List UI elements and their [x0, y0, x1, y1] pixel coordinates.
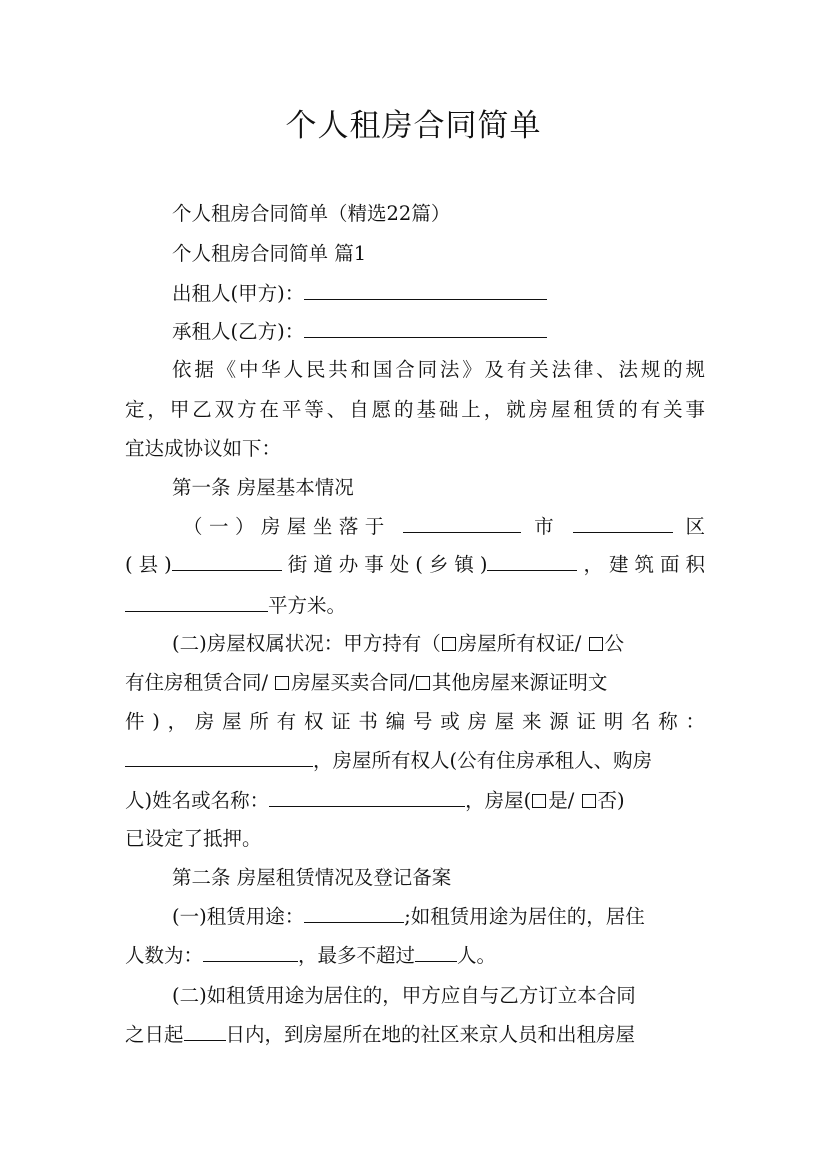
use-line	[125, 901, 705, 929]
landlord-label: 出租人(甲方)：	[172, 282, 305, 305]
other-checkbox[interactable]	[416, 676, 430, 690]
owner-name-blank[interactable]	[269, 789, 465, 807]
occupants-line	[125, 940, 705, 968]
lease-checkbox[interactable]	[589, 637, 603, 651]
registration-line-1: (二)如租赁用途为居住的，甲方应自与乙方订立本合同	[172, 984, 636, 1007]
mortgage-yes-checkbox[interactable]	[532, 794, 546, 808]
district-label: 区	[685, 515, 705, 538]
registration-rest: 日内，到房屋所在地的社区来京人员和出租房屋	[225, 1023, 636, 1046]
tenant-blank[interactable]	[304, 320, 547, 338]
area-blank[interactable]	[125, 594, 268, 612]
tenant-label: 承租人(乙方)：	[172, 320, 305, 343]
mortgage-no-checkbox[interactable]	[582, 794, 596, 808]
ownership-line-5	[125, 785, 705, 813]
mortgage-label: ，房屋(	[465, 789, 532, 812]
days-blank[interactable]	[184, 1023, 226, 1041]
street-blank[interactable]	[487, 553, 577, 571]
max-label: ，最多不超过	[298, 944, 416, 967]
cert-checkbox[interactable]	[442, 637, 456, 651]
landlord-blank[interactable]	[304, 282, 547, 300]
intro-line-1: 依据《中华人民共和国合同法》及有关法律、法规的规	[172, 358, 705, 381]
article1-heading: 第一条 房屋基本情况	[172, 476, 354, 499]
mortgage-line: 已设定了抵押。	[125, 827, 262, 850]
area-line	[125, 590, 705, 618]
mortgage-no: 否)	[597, 789, 625, 812]
registration-from: 之日起	[125, 1023, 184, 1046]
document-title: 个人租房合同简单	[285, 108, 542, 144]
cert-option: 房屋所有权证/	[457, 632, 582, 655]
sale-option: 房屋买卖合同/	[291, 671, 415, 694]
intro-line-3: 宜达成协议如下：	[125, 437, 282, 460]
use-continued: ;如租赁用途为居住的，居住	[404, 905, 645, 928]
ownership-label: (二)房屋权属状况：甲方持有（	[172, 632, 441, 655]
city-blank[interactable]	[403, 515, 521, 533]
tenant-line	[125, 316, 705, 344]
use-blank[interactable]	[304, 905, 404, 923]
part-heading: 个人租房合同简单 篇1	[172, 242, 367, 265]
mortgage-yes: 是/	[548, 789, 575, 812]
use-label: (一)租赁用途：	[172, 905, 305, 928]
sale-checkbox[interactable]	[275, 676, 289, 690]
subtitle: 个人租房合同简单（精选22篇）	[172, 202, 451, 225]
person-label: 人。	[457, 944, 497, 967]
article2-heading: 第二条 房屋租赁情况及登记备案	[172, 866, 452, 889]
landlord-line	[125, 278, 705, 306]
occupants-label: 人数为：	[125, 944, 204, 967]
area-unit: 平方米。	[268, 594, 347, 617]
location-label: （一）房屋坐落于	[183, 515, 391, 538]
owner-label: ，房屋所有权人(公有住房承租人、购房	[313, 749, 653, 772]
ownership-line-3: 件)，房屋所有权证书编号或房屋来源证明名称：	[125, 710, 705, 733]
intro-line-2: 定，甲乙双方在平等、自愿的基础上，就房屋租赁的有关事	[125, 398, 705, 421]
street-line	[125, 549, 705, 577]
max-blank[interactable]	[415, 944, 457, 962]
other-option: 其他房屋来源证明文	[431, 671, 608, 694]
ownership-line-2	[125, 667, 705, 695]
area-label: ，建筑面积	[577, 553, 705, 576]
cert-number-blank[interactable]	[125, 749, 313, 767]
location-line	[125, 511, 705, 539]
city-label: 市	[534, 515, 561, 538]
county-blank[interactable]	[172, 553, 282, 571]
name-label: 人)姓名或名称：	[125, 789, 270, 812]
occupants-blank[interactable]	[203, 944, 298, 962]
street-label: 街道办事处(乡镇)	[281, 553, 488, 576]
district-blank[interactable]	[573, 515, 673, 533]
lease-option-a: 公	[604, 632, 625, 655]
lease-option-b: 有住房租赁合同/	[125, 671, 269, 694]
county-label: (县)	[125, 553, 172, 576]
registration-line-2	[125, 1019, 705, 1047]
ownership-line-1	[125, 628, 705, 656]
ownership-line-4	[125, 745, 705, 773]
